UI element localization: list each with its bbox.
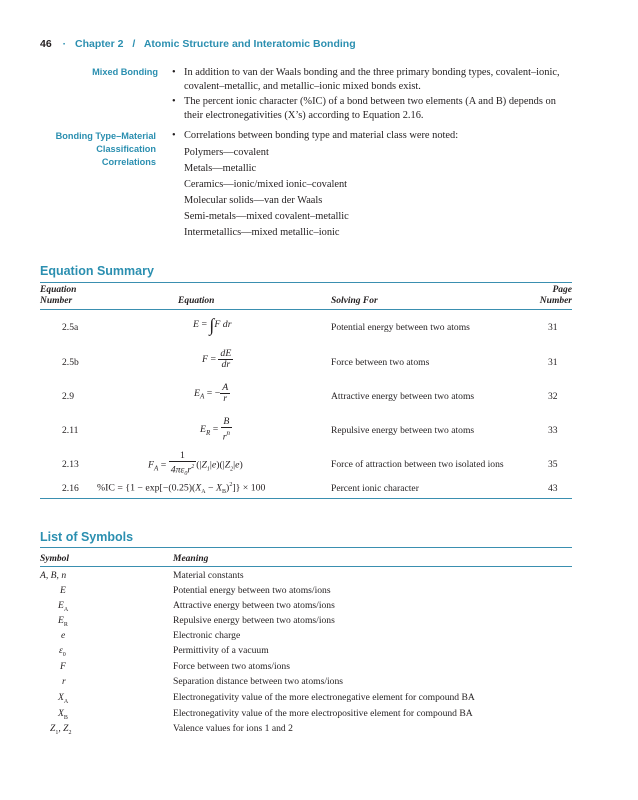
meaning-cell: Electronegativity value of the more electropositive element for compound BA	[173, 708, 473, 719]
equation-number: 2.16	[62, 483, 79, 494]
solving-for: Force of attraction between two isolated ions	[331, 459, 504, 470]
symbol-cell: r	[62, 676, 66, 687]
solving-for: Potential energy between two atoms	[331, 322, 470, 333]
correlations-intro	[172, 129, 576, 145]
meaning-cell: Potential energy between two atoms/ions	[173, 585, 331, 596]
running-header	[40, 38, 356, 50]
header-separator: /	[132, 38, 136, 50]
bullet-item: • Correlations between bonding type and material class were noted:	[172, 130, 459, 141]
page-ref: 33	[548, 425, 558, 436]
symbol-cell: $Z_1$, $Z_2$	[50, 723, 72, 736]
solving-for: Force between two atoms	[331, 357, 430, 368]
list-item: Intermetallics—mixed metallic–ionic	[184, 227, 340, 238]
meaning-cell: Valence values for ions 1 and 2	[173, 723, 293, 734]
symbol-cell: $X_B$	[58, 708, 68, 721]
divider	[40, 498, 572, 499]
page-number: 46	[40, 38, 52, 50]
divider	[40, 282, 572, 283]
page-ref: 43	[548, 483, 558, 494]
equation-2-16: $\%IC = \{1 - \exp[-(0.25)(X_A - X_B)^2]\} \times 100$	[97, 482, 266, 496]
chapter-label: Chapter 2	[75, 38, 124, 50]
col-header-equation: Equation	[178, 296, 215, 306]
page-ref: 31	[548, 322, 558, 333]
meaning-cell: Repulsive energy between two atoms/ions	[173, 615, 335, 626]
equation-number: 2.5b	[62, 357, 79, 368]
meaning-cell: Electronic charge	[173, 630, 241, 641]
bullet-item: • In addition to van der Waals bonding and the three primary bonding types, covalent–ionic, covalent–metallic, and metallic–ionic mixed bonds exist.	[172, 67, 560, 92]
symbol-cell: e	[61, 630, 66, 641]
meaning-cell: Separation distance between two atoms/ions	[173, 676, 343, 687]
header-bullet: ·	[62, 38, 67, 50]
meaning-cell: Force between two atoms/ions	[173, 661, 290, 672]
bullet-item: • The percent ionic character (%IC) of a bond between two elements (A and B) depends on their electronegativities (X’s) according to Equation 2.16.	[172, 96, 556, 121]
list-item: Semi-metals—mixed covalent–metallic	[184, 211, 349, 222]
symbol-cell: E	[60, 585, 66, 596]
equation-2-11: $E_R$ = $\frac{B}{r^n}$	[200, 416, 231, 443]
margin-note-mixed-bonding: Mixed Bonding	[92, 67, 158, 77]
equation-2-5a: E = ∫F dr	[193, 315, 232, 335]
mixed-bonding-bullets	[172, 66, 576, 124]
symbol-cell: $\varepsilon_0$	[59, 645, 66, 658]
chapter-title: Atomic Structure and Interatomic Bonding	[143, 38, 356, 50]
equation-number: 2.9	[62, 391, 74, 402]
page-ref: 32	[548, 391, 558, 402]
meaning-cell: Attractive energy between two atoms/ions	[173, 600, 335, 611]
symbol-cell: $E_R$	[58, 615, 68, 628]
page-ref: 31	[548, 357, 558, 368]
col-header-meaning: Meaning	[173, 554, 209, 564]
equation-number: 2.13	[62, 459, 79, 470]
list-item: Polymers—covalent	[184, 147, 269, 158]
symbol-cell: A, B, n	[40, 570, 67, 581]
equation-2-9: $E_A$ = − $\frac{A}{r}$	[194, 382, 229, 404]
list-item: Molecular solids—van der Waals	[184, 195, 323, 206]
divider	[40, 309, 572, 310]
solving-for: Percent ionic character	[331, 483, 419, 494]
equation-2-13: $F_A$ = $\frac{1}{4\pi\varepsilon_0r^2}$ $(|Z_1|e)(|Z_2|e)$	[148, 450, 243, 478]
meaning-cell: Permittivity of a vacuum	[173, 645, 269, 656]
solving-for: Repulsive energy between two atoms	[331, 425, 475, 436]
col-header-number: Equation Number	[40, 285, 77, 306]
equation-number: 2.11	[62, 425, 79, 436]
solving-for: Attractive energy between two atoms	[331, 391, 475, 402]
divider	[40, 566, 572, 567]
list-item: Ceramics—ionic/mixed ionic–covalent	[184, 179, 348, 190]
col-header-symbol: Symbol	[40, 554, 70, 564]
meaning-cell: Material constants	[173, 570, 244, 581]
list-item: Metals—metallic	[184, 163, 257, 174]
symbols-heading: List of Symbols	[40, 530, 134, 544]
equation-2-5b: F = $\frac{dE}{dr}$	[202, 348, 232, 370]
equation-summary-heading: Equation Summary	[40, 264, 154, 278]
col-header-page: Page Number	[539, 285, 572, 306]
symbol-cell: $X_A$	[58, 692, 69, 705]
page-ref: 35	[548, 459, 558, 470]
correlations-list	[184, 145, 349, 241]
divider	[40, 547, 572, 548]
meaning-cell: Electronegativity value of the more electronegative element for compound BA	[173, 692, 475, 703]
equation-number: 2.5a	[62, 322, 79, 333]
col-header-solving: Solving For	[331, 296, 378, 306]
margin-note-correlations: Bonding Type–Material Classification Correlations	[55, 131, 156, 167]
symbol-cell: F	[60, 661, 66, 672]
symbol-cell: $E_A$	[58, 600, 69, 613]
